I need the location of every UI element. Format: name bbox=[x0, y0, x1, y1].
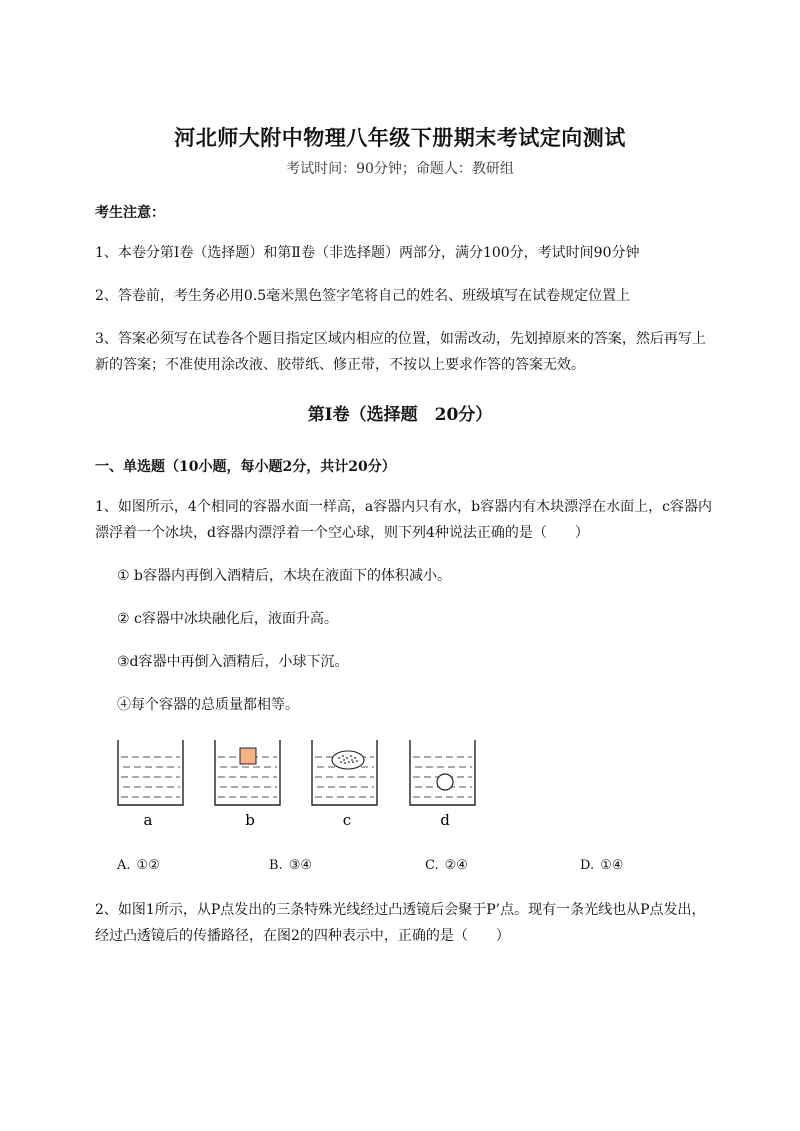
statement-3: ③d容器中再倒入酒精后，小球下沉。 bbox=[117, 654, 349, 670]
option-label: D. bbox=[580, 858, 595, 873]
option-a[interactable] bbox=[117, 858, 160, 873]
option-text: ②④ bbox=[444, 858, 468, 873]
figure-label-d: d bbox=[440, 811, 450, 829]
wood-block bbox=[240, 748, 256, 764]
section-title: 第I卷（选择题 20分） bbox=[307, 405, 493, 425]
option-text: ③④ bbox=[288, 858, 312, 873]
option-text: ①② bbox=[136, 858, 160, 873]
statement-2: ② c容器中冰块融化后，液面升高。 bbox=[117, 611, 338, 627]
option-text: ①④ bbox=[600, 858, 624, 873]
ice-block bbox=[332, 751, 364, 769]
statement-4: ④每个容器的总质量都相等。 bbox=[117, 697, 299, 713]
option-d[interactable] bbox=[580, 858, 623, 873]
containers-figure bbox=[110, 735, 500, 835]
statement-1: ① b容器内再倒入酒精后，木块在液面下的体积减小。 bbox=[117, 568, 451, 584]
question-1-text: 1、如图所示，4个相同的容器水面一样高，a容器内只有水，b容器内有木块漂浮在水面上，c容器内漂浮着一个冰块，d容器内漂浮着一个空心球，则下列4种说法正确的是（ ） bbox=[95, 499, 712, 541]
container-c bbox=[312, 740, 377, 805]
note-item: 3、答案必须写在试卷各个题目指定区域内相应的位置，如需改动，先划掉原来的答案，然后再写上新的答案；不准使用涂改液、胶带纸、修正带，不按以上要求作答的答案无效。 bbox=[95, 331, 706, 373]
note-item: 1、本卷分第I卷（选择题）和第Ⅱ卷（非选择题）两部分，满分100分，考试时间90分钟 bbox=[95, 245, 640, 261]
container-a bbox=[118, 740, 183, 805]
container-b bbox=[215, 740, 280, 805]
notes-heading: 考生注意： bbox=[95, 205, 165, 221]
option-b[interactable] bbox=[269, 858, 312, 873]
hollow-ball bbox=[437, 774, 453, 790]
answer-options bbox=[117, 858, 737, 878]
option-label: C. bbox=[425, 858, 439, 873]
container-d bbox=[410, 740, 475, 805]
note-item: 2、答卷前，考生务必用0.5毫米黑色签字笔将自己的姓名、班级填写在试卷规定位置上 bbox=[95, 288, 631, 304]
option-c[interactable] bbox=[425, 858, 468, 873]
figure-label-c: c bbox=[342, 811, 352, 829]
page-title: 河北师大附中物理八年级下册期末考试定向测试 bbox=[174, 125, 626, 150]
part-heading: 一、单选题（10小题，每小题2分，共计20分） bbox=[95, 459, 396, 475]
exam-info: 考试时间：90分钟；命题人：教研组 bbox=[286, 161, 514, 177]
option-label: A. bbox=[117, 858, 131, 873]
option-label: B. bbox=[269, 858, 283, 873]
figure-label-a: a bbox=[143, 811, 153, 829]
question-2-text: 2、如图1所示，从P点发出的三条特殊光线经过凸透镜后会聚于P’点。现有一条光线也从P点发出，经过凸透镜后的传播路径，在图2的四种表示中，正确的是（ ） bbox=[95, 902, 706, 944]
figure-label-b: b bbox=[245, 811, 255, 829]
